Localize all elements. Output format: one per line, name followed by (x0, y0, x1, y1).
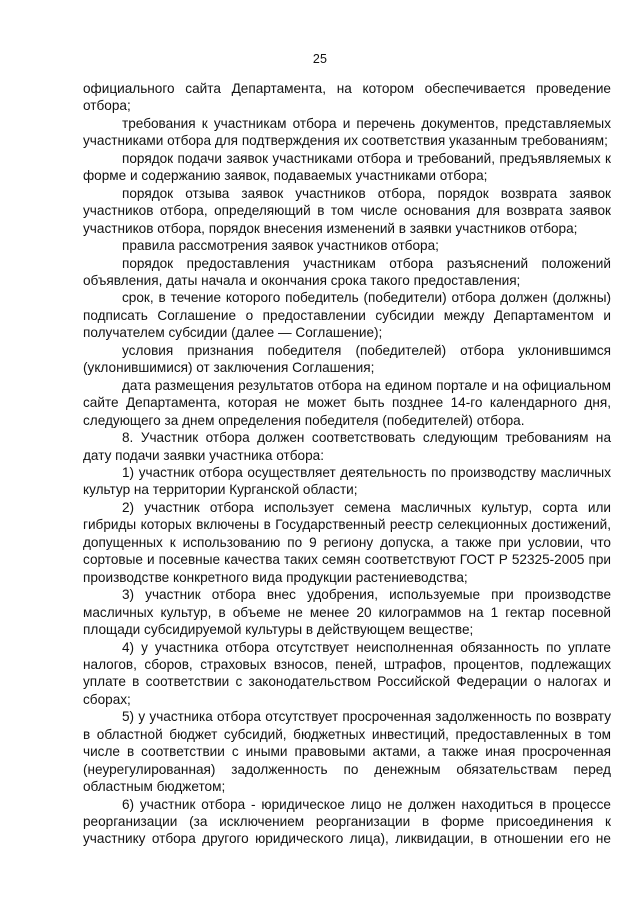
requirement-item-1: 1) участник отбора осуществляет деятельность по производству масличных культур на территории Курганской области; (83, 464, 611, 498)
requirement-item-2: 2) участник отбора использует семена масличных культур, сорта или гибриды которых включены в Государственный реестр селекционных достижений, допущенных к использованию по 9 региону допуска, а также при условии, что сортовые и посевные качества таких семян соответствуют ГОСТ Р 52325-2005 при производстве конкретного вида продукции растениеводства; (83, 499, 611, 585)
paragraph: официального сайта Департамента, на котором обеспечивается проведение отбора; (83, 81, 611, 114)
paragraph: условия признания победителя (победителей) отбора уклонившимся (уклонившимися) от заключения Соглашения; (83, 342, 611, 376)
paragraph: порядок подачи заявок участниками отбора и требований, предъявляемых к форме и содержанию заявок, подаваемых участниками отбора; (83, 150, 611, 184)
page-number: 25 (312, 52, 328, 66)
requirement-item-3: 3) участник отбора внес удобрения, используемые при производстве масличных культур, в объеме не менее 20 килограммов на 1 гектар посевной площади субсидируемой культуры в действующем веществе; (83, 587, 611, 638)
section-8-heading-paragraph: 8. Участник отбора должен соответствовать следующим требованиям на дату подачи заявки участника отбора: (83, 430, 611, 463)
requirement-item-5: 5) у участника отбора отсутствует просроченная задолженность по возврату в областной бюджет субсидий, бюджетных инвестиций, предоставленных в том числе в соответствии с иными правовыми актами, а также иная просроченная (неурегулированная) задолженность по денежным обязательствам перед областным бюджетом; (83, 709, 611, 795)
paragraph: порядок отзыва заявок участников отбора, порядок возврата заявок участников отбора, определяющий в том числе основания для возврата заявок участников отбора, порядок внесения изменений в заявки участников отбора; (83, 185, 611, 236)
paragraph: требования к участникам отбора и перечень документов, представляемых участниками отбора для подтверждения их соответствия указанным требованиям; (83, 115, 611, 149)
requirement-item-4: 4) у участника отбора отсутствует неисполненная обязанность по уплате налогов, сборов, страховых взносов, пеней, штрафов, процентов, подлежащих уплате в соответствии с законодательством Российской Федерации о налогах и сборах; (83, 639, 611, 707)
paragraph: дата размещения результатов отбора на едином портале и на официальном сайте Департамента, которая не может быть позднее 14-го календарного дня, следующего за днем определения победителя (победителей) отбора. (83, 377, 611, 428)
requirement-item-6: 6) участник отбора - юридическое лицо не должен находиться в процессе реорганизации (за исключением реорганизации в форме присоединения к участнику отбора другого юридического лица), ликвидации, в отношении его не (83, 796, 611, 847)
paragraph: правила рассмотрения заявок участников отбора; (122, 238, 439, 254)
paragraph: порядок предоставления участникам отбора разъяснений положений объявления, даты начала и окончания срока такого предоставления; (83, 255, 611, 288)
paragraph: срок, в течение которого победитель (победители) отбора должен (должны) подписать Соглашение о предоставлении субсидии между Департаментом и получателем субсидии (далее — Соглашение); (83, 290, 611, 341)
body-text (83, 80, 611, 848)
